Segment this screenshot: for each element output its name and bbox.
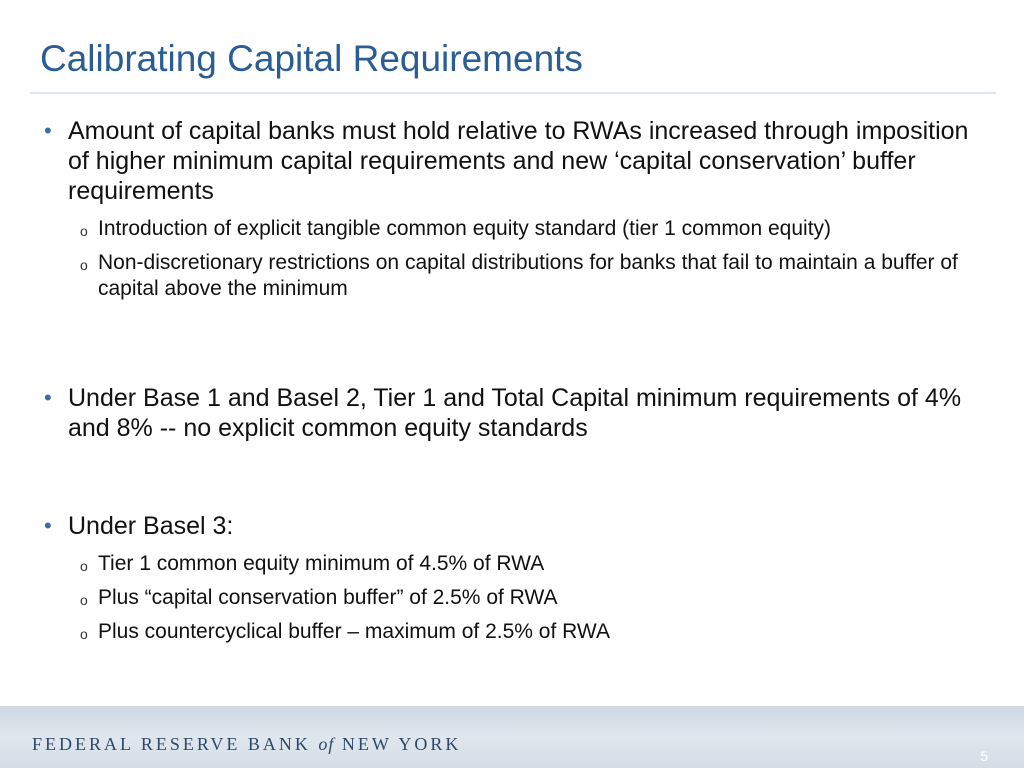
sub-bullet-item xyxy=(80,551,974,579)
sub-bullet-text: Tier 1 common equity minimum of 4.5% of RWA xyxy=(98,552,545,575)
bullet-group-1 xyxy=(44,116,974,302)
title-divider xyxy=(30,92,996,94)
sub-bullet-item xyxy=(80,250,974,302)
sub-bullet-text: Non-discretionary restrictions on capital distributions for banks that fail to maintain a buffer of capital above the minimum xyxy=(98,251,958,300)
footer-banner xyxy=(0,706,1024,768)
sub-bullet-text: Introduction of explicit tangible common equity standard (tier 1 common equity) xyxy=(98,217,832,240)
sub-bullet-circle-icon: o xyxy=(80,257,88,273)
bullet-dot-icon: • xyxy=(44,385,52,410)
footer-left-text: FEDERAL RESERVE BANK xyxy=(32,734,311,754)
bullet-group-2 xyxy=(44,383,974,443)
sub-bullet-circle-icon: o xyxy=(80,223,88,239)
sub-bullet-item xyxy=(80,216,974,244)
bullet-text: Under Basel 3: xyxy=(68,512,234,540)
bullet-item xyxy=(44,116,974,206)
sub-bullet-text: Plus “capital conservation buffer” of 2.5% of RWA xyxy=(98,586,558,609)
bullet-text: Under Base 1 and Basel 2, Tier 1 and Total Capital minimum requirements of 4% and 8% -- no explicit common equity standards xyxy=(68,384,962,442)
bullet-item xyxy=(44,511,974,541)
bullet-text: Amount of capital banks must hold relative to RWAs increased through imposition of higher minimum capital requirements and new ‘capital conservation’ buffer requirements xyxy=(68,117,969,205)
sub-bullet-circle-icon: o xyxy=(80,558,88,574)
bullet-item xyxy=(44,383,974,443)
slide-title: Calibrating Capital Requirements xyxy=(40,38,583,79)
bullet-group-3 xyxy=(44,511,974,647)
bullet-dot-icon: • xyxy=(44,513,52,538)
sub-bullet-item xyxy=(80,585,974,613)
footer-of-text: of xyxy=(318,734,335,754)
page-number: 5 xyxy=(980,748,988,764)
sub-bullet-circle-icon: o xyxy=(80,592,88,608)
footer-logotype xyxy=(32,734,461,755)
sub-bullet-item xyxy=(80,619,974,647)
bullet-dot-icon: • xyxy=(44,118,52,143)
sub-bullet-circle-icon: o xyxy=(80,626,88,642)
footer-right-text: NEW YORK xyxy=(341,734,462,754)
sub-bullet-text: Plus countercyclical buffer – maximum of 2.5% of RWA xyxy=(98,620,610,643)
